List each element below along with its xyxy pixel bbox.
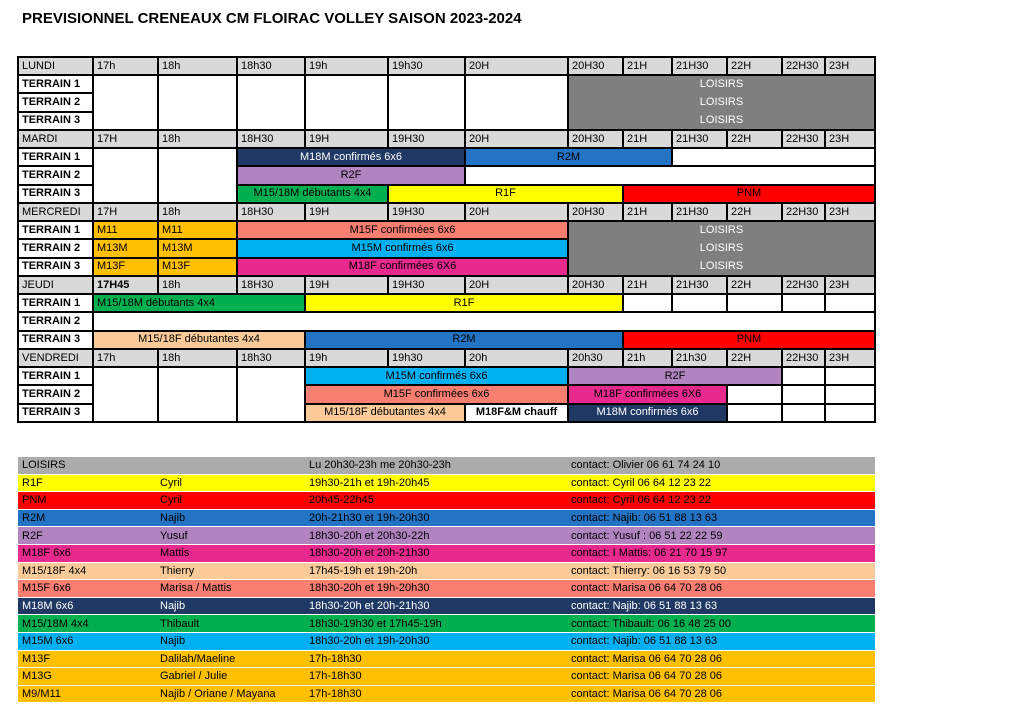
empty-slot-cell [236, 74, 306, 131]
schedule-block: M11 [92, 220, 159, 240]
schedule-block: M15/18F débutantes 4x4 [92, 330, 306, 350]
legend-row [18, 457, 875, 474]
time-header-cell: 22H [726, 275, 783, 295]
band-line: LOISIRS [699, 242, 744, 254]
legend-times: 20h45-22h45 [309, 494, 374, 507]
legend-row [18, 527, 875, 544]
band-line: LOISIRS [699, 96, 744, 108]
schedule-block: M15M confirmés 6x6 [304, 366, 569, 386]
time-header-cell: 19h30 [387, 56, 466, 76]
terrain-label: TERRAIN 1 [17, 74, 94, 94]
legend-row [18, 651, 875, 668]
time-header-cell: 22H30 [781, 275, 826, 295]
legend-category: M15/18F 4x4 [22, 564, 87, 577]
empty-slot-cell [671, 293, 728, 313]
schedule-band [567, 220, 876, 277]
legend-contact: contact: I Mattis: 06 21 70 15 97 [571, 547, 728, 560]
time-header-cell: 17H [92, 129, 159, 149]
schedule-block: M18M confirmés 6x6 [236, 147, 466, 167]
legend-category: R2M [22, 512, 46, 525]
legend-contact: contact: Thierry: 06 16 53 79 50 [571, 564, 727, 577]
time-header-cell: 17h [92, 56, 159, 76]
time-header-cell: 19H30 [387, 129, 466, 149]
empty-slot-cell [781, 403, 826, 423]
legend-coach: Dalilah/Maeline [160, 652, 236, 665]
time-header-cell: 18h [157, 348, 238, 368]
legend-coach: Thierry [160, 564, 195, 577]
time-header-cell: 18H30 [236, 202, 306, 222]
legend-coach: Najib [160, 600, 186, 613]
schedule-block: M18F&M chauff [464, 403, 569, 423]
time-header-cell: 21h [622, 348, 673, 368]
legend-category: M15/18M 4x4 [22, 617, 89, 630]
empty-slot-cell [92, 74, 159, 131]
empty-merged-cell [464, 165, 876, 185]
legend-category: M13G [22, 670, 52, 683]
empty-slot-cell [781, 293, 826, 313]
terrain-label: TERRAIN 2 [17, 238, 94, 258]
empty-slot-cell [387, 74, 466, 131]
day-header-jeudi: JEUDI [17, 275, 94, 295]
time-header-cell: 22H [726, 129, 783, 149]
legend-row [18, 686, 875, 703]
empty-slot-cell [726, 293, 783, 313]
time-header-cell: 18h [157, 202, 238, 222]
time-header-cell: 19h [304, 348, 389, 368]
legend-table [18, 457, 875, 703]
time-header-cell: 23H [824, 56, 876, 76]
time-header-cell: 19H [304, 275, 389, 295]
legend-times: 18h30-20h et 19h-20h30 [309, 582, 430, 595]
legend-contact: contact: Marisa 06 64 70 28 06 [571, 688, 723, 701]
time-header-cell: 23H [824, 275, 876, 295]
legend-times: 18h30-19h30 et 17h45-19h [309, 617, 442, 630]
legend-coach: Najib [160, 635, 186, 648]
time-header-cell: 18h30 [236, 56, 306, 76]
schedule-block: M18F confirmées 6X6 [236, 257, 569, 277]
time-header-cell: 21H [622, 129, 673, 149]
terrain-label: TERRAIN 1 [17, 147, 94, 167]
schedule-block: M15/18M débutants 4x4 [236, 184, 389, 204]
schedule-block: M15F confirmées 6x6 [304, 384, 569, 404]
time-header-cell: 20h30 [567, 348, 624, 368]
page-title: PREVISIONNEL CRENEAUX CM FLOIRAC VOLLEY SAISON 2023-2024 [22, 10, 522, 27]
legend-category: M15M 6x6 [22, 635, 74, 648]
legend-row [18, 492, 875, 509]
schedule-block: M13M [157, 238, 238, 258]
legend-contact: contact: Najib: 06 51 88 13 63 [571, 600, 718, 613]
time-header-cell: 18h [157, 129, 238, 149]
empty-slot-cell [726, 403, 783, 423]
legend-category: M9/M11 [22, 688, 61, 701]
empty-slot-cell [622, 293, 673, 313]
terrain-label: TERRAIN 3 [17, 257, 94, 277]
terrain-label: TERRAIN 2 [17, 92, 94, 112]
empty-slot-cell [464, 74, 569, 131]
time-header-cell: 20h [464, 348, 569, 368]
schedule-block: PNM [622, 330, 876, 350]
terrain-label: TERRAIN 1 [17, 220, 94, 240]
time-header-cell: 21H30 [671, 202, 728, 222]
time-header-cell: 21H [622, 56, 673, 76]
empty-merged-cell [92, 311, 876, 331]
time-header-cell: 23H [824, 129, 876, 149]
time-header-cell: 21H [622, 202, 673, 222]
time-header-cell: 18h [157, 56, 238, 76]
legend-category: M13F [22, 652, 51, 665]
legend-contact: contact: Marisa 06 64 70 28 06 [571, 582, 723, 595]
schedule-block: M15F confirmées 6x6 [236, 220, 569, 240]
schedule-block: M11 [157, 220, 238, 240]
legend-times: Lu 20h30-23h me 20h30-23h [309, 459, 451, 472]
legend-row [18, 475, 875, 492]
time-header-cell: 22H [726, 56, 783, 76]
legend-category: M15F 6x6 [22, 582, 71, 595]
legend-row [18, 633, 875, 650]
time-header-cell: 17H45 [92, 275, 159, 295]
legend-contact: contact: Marisa 06 64 70 28 06 [571, 652, 723, 665]
terrain-label: TERRAIN 3 [17, 184, 94, 204]
empty-slot-cell [157, 366, 238, 423]
time-header-cell: 23H [824, 202, 876, 222]
legend-row [18, 598, 875, 615]
terrain-label: TERRAIN 3 [17, 403, 94, 423]
legend-times: 19h30-21h et 19h-20h45 [309, 476, 430, 489]
legend-contact: contact: Cyril 06 64 12 23 22 [571, 494, 712, 507]
legend-contact: contact: Thibault: 06 16 48 25 00 [571, 617, 732, 630]
empty-slot-cell [236, 366, 306, 423]
time-header-cell: 20H30 [567, 129, 624, 149]
schedule-block: R2M [464, 147, 673, 167]
legend-contact: contact: Najib: 06 51 88 13 63 [571, 512, 718, 525]
time-header-cell: 19H30 [387, 202, 466, 222]
time-header-cell: 19H [304, 202, 389, 222]
empty-slot-cell [157, 74, 238, 131]
schedule-block: R1F [304, 293, 624, 313]
schedule-band [567, 74, 876, 131]
empty-slot-cell [781, 384, 826, 404]
time-header-cell: 21H [622, 275, 673, 295]
legend-times: 18h30-20h et 19h-20h30 [309, 635, 430, 648]
legend-coach: Gabriel / Julie [160, 670, 228, 683]
empty-slot-cell [781, 366, 826, 386]
legend-times: 17h45-19h et 19h-20h [309, 564, 418, 577]
time-header-cell: 20H30 [567, 202, 624, 222]
band-line: LOISIRS [699, 224, 744, 237]
empty-slot-cell [304, 74, 389, 131]
terrain-label: TERRAIN 1 [17, 293, 94, 313]
legend-contact: contact: Cyril 06 64 12 23 22 [571, 476, 712, 489]
schedule-grid [18, 57, 875, 423]
legend-category: PNM [22, 494, 47, 507]
time-header-cell: 22H30 [781, 129, 826, 149]
legend-category: R1F [22, 476, 43, 489]
schedule-block: R1F [387, 184, 624, 204]
legend-times: 18h30-20h et 20h-21h30 [309, 547, 430, 560]
day-header-mercredi: MERCREDI [17, 202, 94, 222]
schedule-block: PNM [622, 184, 876, 204]
schedule-block: R2F [236, 165, 466, 185]
legend-row [18, 615, 875, 632]
terrain-label: TERRAIN 3 [17, 330, 94, 350]
legend-contact: contact: Marisa 06 64 70 28 06 [571, 670, 723, 683]
legend-coach: Najib / Oriane / Mayana [160, 688, 276, 701]
legend-coach: Thibault [160, 617, 200, 630]
legend-times: 17h-18h30 [309, 652, 362, 665]
time-header-cell: 21h30 [671, 348, 728, 368]
time-header-cell: 19h30 [387, 348, 466, 368]
day-header-vendredi: VENDREDI [17, 348, 94, 368]
empty-slot-cell [824, 384, 876, 404]
time-header-cell: 17H [92, 202, 159, 222]
time-header-cell: 22H [726, 348, 783, 368]
time-header-cell: 18H30 [236, 275, 306, 295]
time-header-cell: 22H [726, 202, 783, 222]
legend-row [18, 580, 875, 597]
time-header-cell: 20H30 [567, 56, 624, 76]
schedule-block: M13F [157, 257, 238, 277]
empty-slot-cell [726, 384, 783, 404]
schedule-block: R2F [567, 366, 783, 386]
time-header-cell: 19H [304, 129, 389, 149]
legend-coach: Marisa / Mattis [160, 582, 232, 595]
legend-contact: contact: Najib: 06 51 88 13 63 [571, 635, 718, 648]
band-line: LOISIRS [699, 113, 744, 126]
schedule-block: M13F [92, 257, 159, 277]
legend-times: 18h30-20h et 20h30-22h [309, 529, 430, 542]
terrain-label: TERRAIN 1 [17, 366, 94, 386]
terrain-label: TERRAIN 2 [17, 384, 94, 404]
time-header-cell: 18h30 [236, 348, 306, 368]
time-header-cell: 23H [824, 348, 876, 368]
time-header-cell: 20H [464, 275, 569, 295]
schedule-block: M15/18M débutants 4x4 [92, 293, 306, 313]
legend-times: 20h-21h30 et 19h-20h30 [309, 512, 430, 525]
legend-row [18, 510, 875, 527]
time-header-cell: 21H30 [671, 56, 728, 76]
legend-contact: contact: Yusuf : 06 51 22 22 59 [571, 529, 723, 542]
schedule-block: M15/18F débutantes 4x4 [304, 403, 466, 423]
time-header-cell: 20H [464, 129, 569, 149]
legend-coach: Yusuf [160, 529, 188, 542]
legend-times: 17h-18h30 [309, 670, 362, 683]
legend-coach: Cyril [160, 494, 182, 507]
terrain-label: TERRAIN 3 [17, 111, 94, 131]
schedule-block: M18F confirmées 6X6 [567, 384, 728, 404]
time-header-cell: 18h [157, 275, 238, 295]
legend-times: 18h30-20h et 20h-21h30 [309, 600, 430, 613]
empty-slot-cell [824, 366, 876, 386]
legend-category: R2F [22, 529, 43, 542]
time-header-cell: 22H30 [781, 202, 826, 222]
empty-merged-cell [671, 147, 876, 167]
time-header-cell: 19H30 [387, 275, 466, 295]
legend-contact: contact: Olivier 06 61 74 24 10 [571, 459, 721, 472]
empty-slot-cell [157, 147, 238, 204]
time-header-cell: 20H [464, 56, 569, 76]
schedule-block: R2M [304, 330, 624, 350]
legend-coach: Mattis [160, 547, 190, 560]
time-header-cell: 21H30 [671, 129, 728, 149]
legend-times: 17h-18h30 [309, 688, 362, 701]
empty-slot-cell [92, 147, 159, 204]
empty-slot-cell [824, 403, 876, 423]
legend-row [18, 545, 875, 562]
empty-slot-cell [92, 366, 159, 423]
legend-category: LOISIRS [22, 459, 66, 472]
time-header-cell: 19h [304, 56, 389, 76]
band-line: LOISIRS [699, 78, 744, 91]
legend-coach: Najib [160, 512, 186, 525]
legend-category: M18M 6x6 [22, 600, 74, 613]
time-header-cell: 17h [92, 348, 159, 368]
terrain-label: TERRAIN 2 [17, 311, 94, 331]
time-header-cell: 20H [464, 202, 569, 222]
time-header-cell: 22H30 [781, 56, 826, 76]
time-header-cell: 20H30 [567, 275, 624, 295]
schedule-block: M18M confirmés 6x6 [567, 403, 728, 423]
time-header-cell: 22H30 [781, 348, 826, 368]
legend-row [18, 668, 875, 685]
empty-slot-cell [824, 293, 876, 313]
time-header-cell: 21H30 [671, 275, 728, 295]
legend-coach: Cyril [160, 476, 182, 489]
band-line: LOISIRS [699, 259, 744, 272]
day-header-lundi: LUNDI [17, 56, 94, 76]
legend-row [18, 563, 875, 580]
terrain-label: TERRAIN 2 [17, 165, 94, 185]
day-header-mardi: MARDI [17, 129, 94, 149]
legend-category: M18F 6x6 [22, 547, 71, 560]
schedule-block: M15M confirmés 6x6 [236, 238, 569, 258]
schedule-block: M13M [92, 238, 159, 258]
time-header-cell: 18H30 [236, 129, 306, 149]
